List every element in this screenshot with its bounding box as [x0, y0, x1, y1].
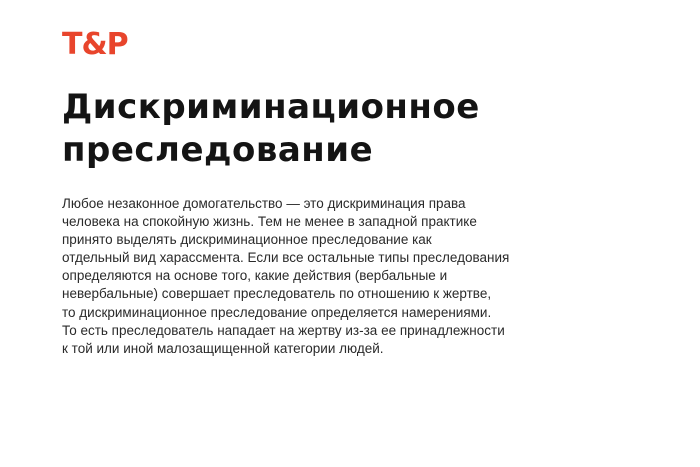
paragraph-line: к той или иной малозащищенной категории людей. — [62, 340, 384, 356]
article-title — [62, 86, 662, 172]
tp-logo[interactable]: T&P — [62, 27, 128, 62]
paragraph-line: то дискриминационное преследование определяется намерениями. — [62, 304, 492, 320]
paragraph-line: отдельный вид харассмента. Если все остальные типы преследования — [62, 250, 510, 266]
paragraph-line: То есть преследователь нападает на жертву из-за ее принадлежности — [62, 322, 505, 338]
paragraph-line: Любое незаконное домогательство — это дискриминация права — [62, 196, 466, 211]
paragraph-line: невербальные) совершает преследователь по отношению к жертве, — [62, 286, 492, 302]
paragraph-line: принято выделять дискриминационное преследование как — [62, 232, 432, 248]
paragraph-line: определяются на основе того, какие действия (вербальные и — [62, 268, 448, 284]
paragraph-line: человека на спокойную жизнь. Тем не менее в западной практике — [62, 214, 477, 230]
title-line-2: преследование — [62, 130, 374, 170]
article-paragraph — [62, 195, 542, 358]
title-line-1: Дискриминационное — [62, 87, 480, 127]
